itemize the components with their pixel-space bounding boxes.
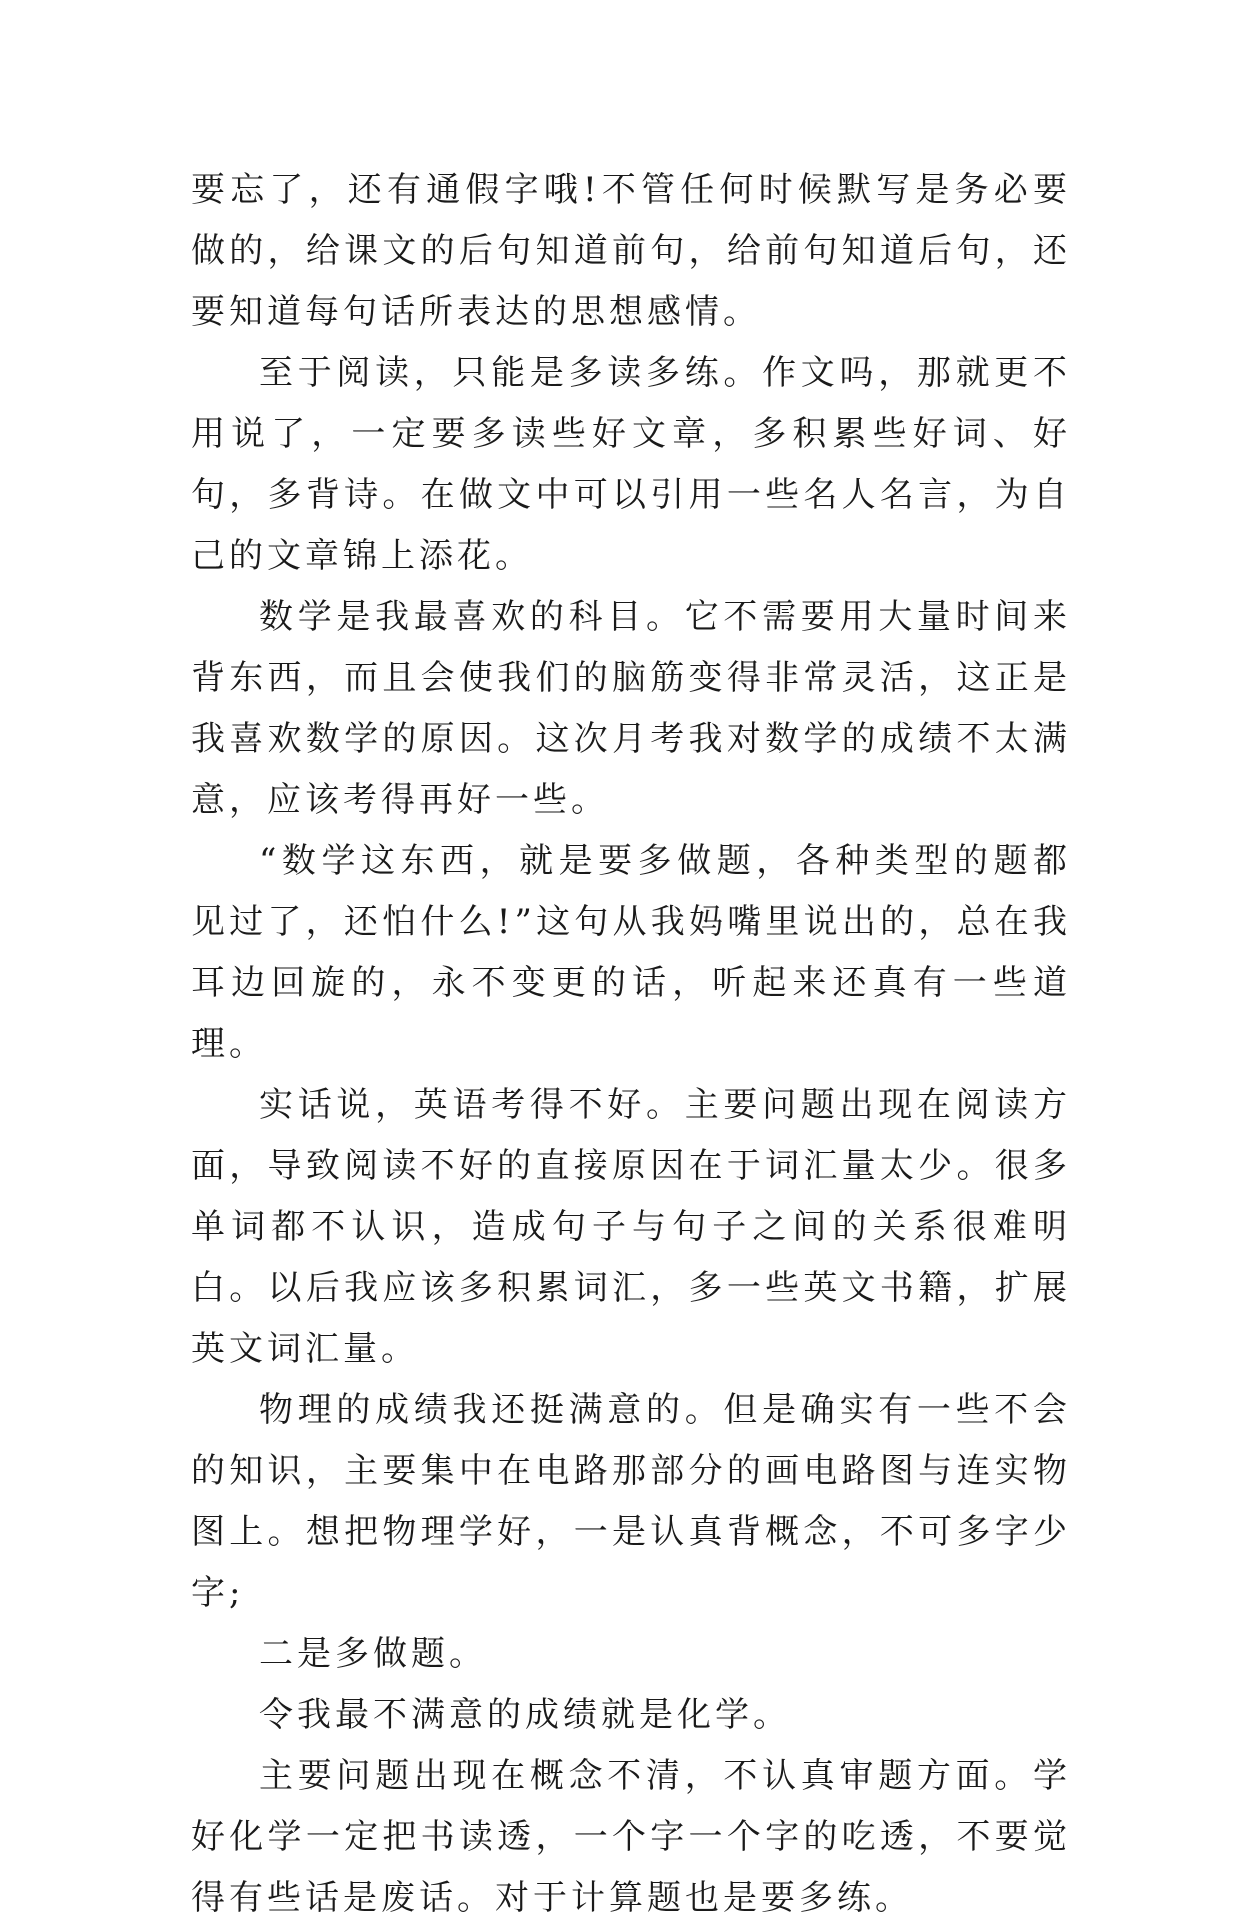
paragraph-chemistry: 主要问题出现在概念不清，不认真审题方面。学好化学一定把书读透，一个字一个字的吃透，不要觉得有些话是废话。对于计算题也是要多练。 (191, 1756, 1071, 1918)
paragraph-physics: 物理的成绩我还挺满意的。但是确实有一些不会的知识，主要集中在电路那部分的画电路图与连实物图上。想把物理学好，一是认真背概念，不可多字少字; (191, 1390, 1071, 1613)
paragraph-math: 数学是我最喜欢的科目。它不需要用大量时间来背东西，而且会使我们的脑筋变得非常灵活，这正是我喜欢数学的原因。这次月考我对数学的成绩不太满意，应该考得再好一些。 (191, 597, 1071, 820)
paragraph-reading-writing: 至于阅读，只能是多读多练。作文吗，那就更不用说了，一定要多读些好文章，多积累些好词、好句，多背诗。在做文中可以引用一些名人名言，为自己的文章锦上添花。 (191, 353, 1071, 576)
document-body (191, 160, 1071, 1929)
paragraph-chemistry-intro: 令我最不满意的成绩就是化学。 (259, 1695, 791, 1735)
paragraph-mom-quote: “数学这东西，就是要多做题，各种类型的题都见过了，还怕什么!”这句从我妈嘴里说出的，总在我耳边回旋的，永不变更的话，听起来还真有一些道理。 (191, 841, 1071, 1064)
paragraph-continuation: 要忘了，还有通假字哦!不管任何时候默写是务必要做的，给课文的后句知道前句，给前句知道后句，还要知道每句话所表达的思想感情。 (191, 170, 1071, 332)
paragraph-english: 实话说，英语考得不好。主要问题出现在阅读方面，导致阅读不好的直接原因在于词汇量太少。很多单词都不认识，造成句子与句子之间的关系很难明白。以后我应该多积累词汇，多一些英文书籍，扩展英文词汇量。 (191, 1085, 1071, 1369)
paragraph-physics-2: 二是多做题。 (259, 1634, 487, 1674)
